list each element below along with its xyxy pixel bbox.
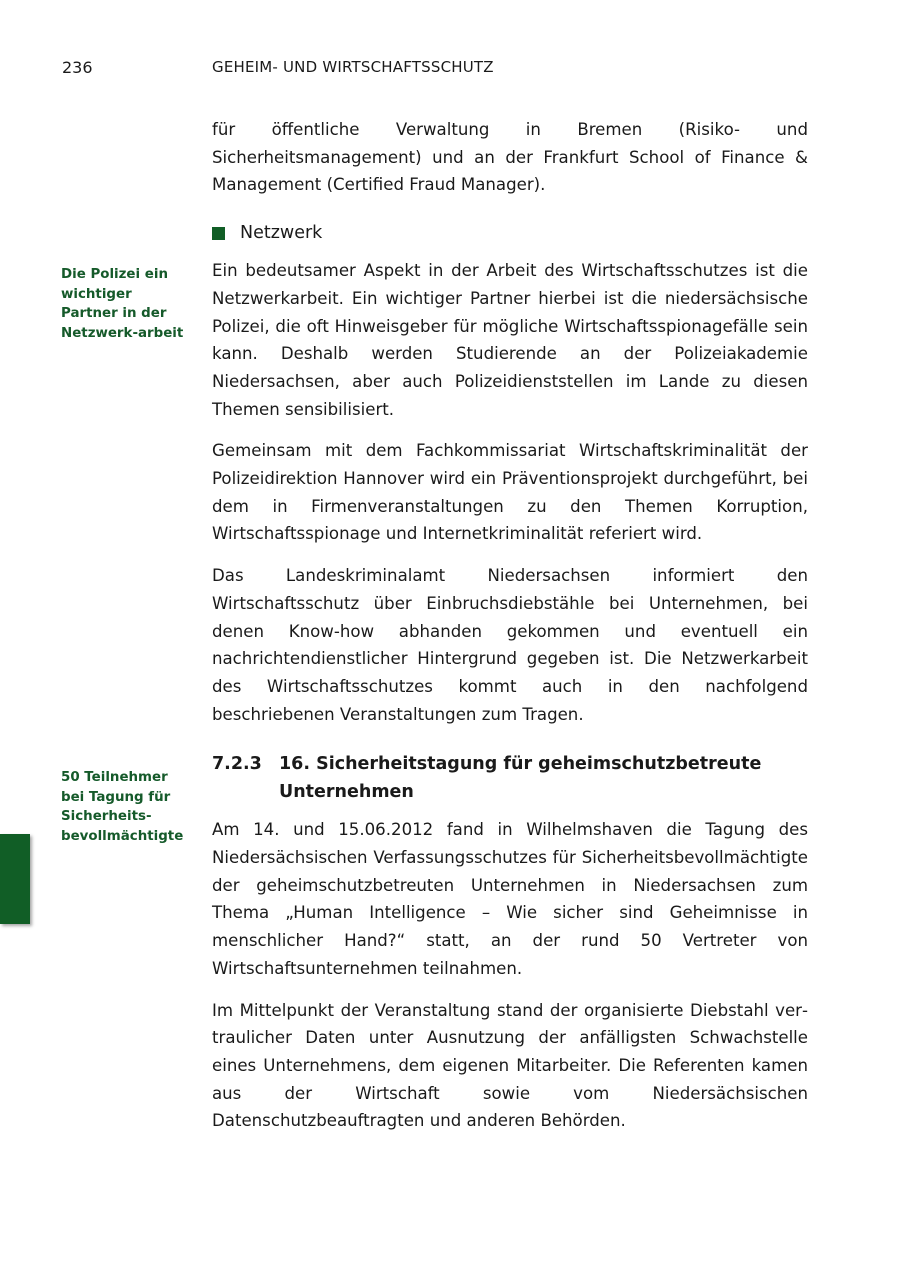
section-heading-text: Netzwerk xyxy=(240,223,323,244)
page-number: 236 xyxy=(62,58,93,77)
body-paragraph: Das Landeskriminalamt Niedersachsen informiert den Wirtschaftsschutz über Einbruchsdiebstähle bei Unternehmen, bei denen Know-how abhanden gekommen und eventuell ein nachrichtendienstlicher Hintergrund gegeben ist. Die Netzwerkarbeit des Wirtschaftsschutzes kommt auch in den nachfolgend beschriebenen Veranstaltungen zum Tragen. xyxy=(212,566,808,724)
section-heading-netzwerk xyxy=(212,219,808,247)
body-paragraph: Im Mittelpunkt der Veranstaltung stand der organisierte Diebstahl vertraulicher Daten unter Ausnutzung der anfälligsten Schwachstelle eines Unternehmens, dem eigenen Mitarbeiter. Die Referenten kamen aus der Wirtschaft sowie vom Niedersächsischen Datenschutzbeauftragten und anderen Behörden. xyxy=(212,1000,808,1131)
running-head: GEHEIM- UND WIRTSCHAFTSSCHUTZ xyxy=(212,58,494,76)
body-paragraph: Gemeinsam mit dem Fachkommissariat Wirtschaftskriminalität der Polizeidirektion Hannover wird ein Präventionsprojekt durchgeführt, bei dem in Firmenveranstaltungen zu den Themen Korruption, Wirtschaftsspionage und Internetkriminalität referiert wird. xyxy=(212,441,808,544)
chapter-side-tab xyxy=(0,834,30,924)
subsection-heading xyxy=(212,750,808,806)
subsection-title: 16. Sicherheitstagung für geheimschutzbetreute Unternehmen xyxy=(279,754,762,803)
margin-note-polizei: Die Polizei ein wichtiger Partner in der Netzwerk-arbeit xyxy=(61,267,184,341)
margin-note-teilnehmer: 50 Teilnehmer bei Tagung für Sicherheits-bevollmächtigte xyxy=(61,770,184,844)
body-paragraph: Ein bedeutsamer Aspekt in der Arbeit des Wirtschaftsschutzes ist die Netzwerkarbeit. Ein wichtiger Partner hierbei ist die niedersächsische Polizei, die oft Hinweisgeber für mögliche Wirtschaftsspionagefälle sein kann. Deshalb werden Studierende an der Polizeiakademie Niedersachsen, aber auch Polizeidienststellen im Lande zu diesen Themen sensibilisiert. xyxy=(212,261,808,419)
body-paragraph: Am 14. und 15.06.2012 fand in Wilhelmshaven die Tagung des Niedersächsischen Verfassungsschutzes für Sicherheitsbevollmächtigte der geheimschutzbetreuten Unternehmen in Niedersachsen zum Thema „Human Intelligence – Wie sicher sind Geheimnisse in menschlicher Hand?“ statt, an der rund 50 Vertreter von Wirtschaftsunternehmen teilnahmen. xyxy=(212,820,808,978)
intro-paragraph: für öffentliche Verwaltung in Bremen (Risiko- und Sicherheitsmanagement) und an der Frankfurt School of Finance & Management (Certified Fraud Manager). xyxy=(212,120,808,195)
main-text-column xyxy=(212,116,808,1149)
subsection-number: 7.2.3 xyxy=(212,754,262,775)
square-bullet-icon xyxy=(212,227,225,240)
